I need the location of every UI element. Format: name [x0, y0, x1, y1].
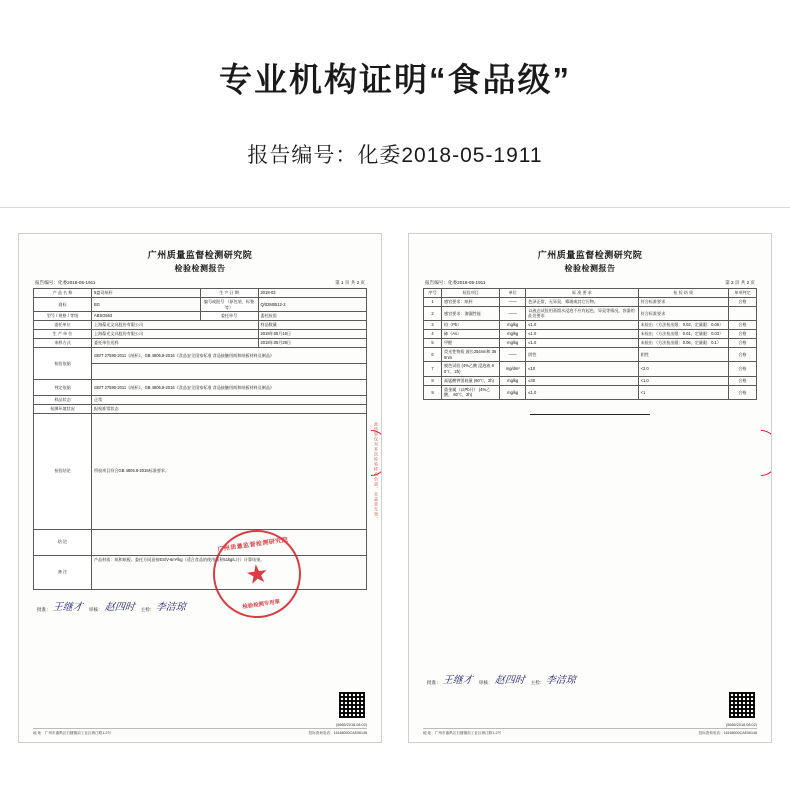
cert2-r6-verdict: 合格: [728, 362, 756, 376]
table-row: [424, 338, 757, 347]
table-header-row: [424, 289, 757, 298]
cert1-sig1-name: 赵四时: [103, 601, 135, 613]
cert1-page-info: 第 1 页 共 2 页: [335, 280, 365, 285]
cert1-footer: [33, 728, 367, 736]
cert1-side-note: 此结果仅对本次检验样品负责，未盖章无效。: [374, 422, 379, 522]
cert1-info-table: [33, 288, 367, 590]
cert2-r7-unit: mg/kg: [500, 376, 526, 385]
cert1-row2-label: 型号 / 规格 / 等级: [34, 312, 92, 321]
seal-bottom-text: 检验检测专用章: [242, 599, 281, 611]
cert1-footer-left: 地 址：广州市番禺区石楼镇前工业区海江路1-2号: [33, 731, 112, 735]
cert2-col-1: 检验项目: [442, 289, 500, 298]
table-row: [34, 395, 367, 404]
cert2-sig2-label: 主检：: [530, 680, 545, 685]
cert2-r2-no: 3: [424, 321, 442, 330]
cert1-judge-label: 判定依据: [34, 379, 92, 395]
cert2-sig0-name: 王继才: [442, 675, 474, 686]
cert2-r7-item: 高锰酸钾消耗量 (60℃，2h): [442, 376, 500, 385]
cert2-r0-unit: ——: [500, 297, 526, 306]
seal-star-icon: ★: [243, 557, 271, 591]
certificate-gallery: [0, 208, 790, 743]
table-row: [34, 347, 367, 363]
cert1-sample-state-label: 样品状态: [34, 395, 92, 404]
cert1-red-arc-mark: [371, 430, 382, 476]
cert1-organization: 广州质量监督检测研究院: [147, 250, 253, 260]
cert1-row0-value2: 2018-03: [258, 289, 367, 298]
cert1-signature-inspector: [141, 598, 187, 613]
table-row: [424, 385, 757, 399]
cert2-r5-no: 6: [424, 347, 442, 361]
cert2-r5-unit: ——: [500, 347, 526, 361]
cert2-r8-verdict: 合格: [728, 385, 756, 399]
cert2-r4-verdict: 合格: [728, 338, 756, 347]
page-header: [0, 0, 790, 169]
cert1-result-label: 检验结论: [34, 413, 92, 529]
cert2-r0-result: 符合标准要求: [638, 297, 728, 306]
cert2-r3-no: 4: [424, 330, 442, 339]
cert1-row1-label: 商标: [34, 297, 92, 311]
cert1-sample-state-value: 正常: [92, 395, 367, 404]
table-row: [34, 529, 367, 555]
cert1-env-value: 报检准常状态: [92, 404, 367, 413]
cert2-r4-req: ≤1.0: [526, 338, 638, 347]
cert2-organization: 广州质量监督检测研究院: [537, 250, 643, 260]
table-row: [34, 312, 367, 321]
cert1-heading: [33, 248, 367, 274]
cert2-footer-right: 投诉查询电话：16168000CAE06148: [698, 731, 757, 735]
cert1-standard-value: GB/T 27590-2011《纸杯》、GB 4806.8-2016《食品安全国家标准 食品接触用纸和纸板材料及制品》: [92, 347, 367, 363]
cert2-page-info: 第 2 页 共 2 页: [725, 280, 755, 285]
cert2-r4-no: 5: [424, 338, 442, 347]
cert2-qr-code-label: (5665/2018.08.02): [725, 723, 757, 727]
cert2-r3-req: ≤1.0: [526, 330, 638, 339]
table-row: [424, 297, 757, 306]
cert2-title: 检验检测报告: [564, 264, 616, 273]
cert1-row3-value: 上海葆光文具股份有限公司: [92, 321, 259, 330]
cert1-row5-value: 委托单位送样: [92, 338, 259, 347]
table-row: [424, 330, 757, 339]
cert2-r5-item: 荧光性物质 波长254nm和 365nm: [442, 347, 500, 361]
cert2-r1-req: 以液态试验用蒸馏水浸泡不应有起色、异臭等情况，容器的此处要求: [526, 306, 638, 320]
cert1-title: 检验检测报告: [174, 264, 226, 273]
cert2-signature-approve: [427, 671, 473, 686]
table-row: [34, 338, 367, 347]
cert2-r0-verdict: 合格: [728, 297, 756, 306]
cert1-footer-right: 投诉查询电话：16168000CAE06148: [308, 731, 367, 735]
cert2-sig2-name: 李洁琼: [545, 675, 577, 686]
cert1-row0-label: 产 品 名 称: [34, 289, 92, 298]
cert2-r0-item: 感官要求：纸杯: [442, 297, 500, 306]
table-row: [34, 404, 367, 413]
cert2-r1-result: 符合标准要求: [638, 306, 728, 320]
table-row: [424, 362, 757, 376]
cert1-row2-value2: 委托检验: [258, 312, 367, 321]
cert1-row3-label: 委托单位: [34, 321, 92, 330]
table-row: [424, 321, 757, 330]
table-row: [34, 289, 367, 298]
cert2-r8-unit: mg/kg: [500, 385, 526, 399]
cert2-r8-item: 重金属（以Pb计） (4%乙酸， 60℃，2h): [442, 385, 500, 399]
qr-code-icon: [339, 692, 365, 718]
cert2-r6-req: ≤10: [526, 362, 638, 376]
cert1-result-value: 所检项目符合GB 4806.8-2016标准要求。: [92, 413, 367, 529]
cert2-r6-result: <2.0: [638, 362, 728, 376]
cert1-sig2-name: 李洁琼: [155, 601, 187, 613]
cert2-r8-req: ≤1.0: [526, 385, 638, 399]
cert2-r3-verdict: 合格: [728, 330, 756, 339]
cert2-col-0: 序号: [424, 289, 442, 298]
cert1-standard-label: 检验依据: [34, 347, 92, 379]
cert2-report-no: 报告编号：化委2018-05-1911: [425, 280, 486, 285]
cert2-r1-item: 感官要求：渗漏性能: [442, 306, 500, 320]
cert2-r4-item: 甲醛: [442, 338, 500, 347]
cert1-row5-value2: 2018年05月28日: [258, 338, 367, 347]
cert2-sig0-label: 批准：: [427, 680, 441, 685]
cert2-sig1-label: 审核：: [478, 680, 493, 685]
cert1-signature-row: [33, 598, 367, 613]
cert2-sig1-name: 赵四时: [493, 675, 525, 686]
cert2-r2-req: ≤1.0: [526, 321, 638, 330]
cert2-r1-no: 2: [424, 306, 442, 320]
cert2-col-3: 标 准 要 求: [526, 289, 638, 298]
cert1-row1-value: BG: [92, 297, 201, 311]
cert2-r4-unit: mg/kg: [500, 338, 526, 347]
cert1-standard-value-b: [92, 363, 367, 379]
table-row: [424, 376, 757, 385]
cert2-r3-item: 砷（As）: [442, 330, 500, 339]
cert2-red-arc-mark: [761, 430, 772, 476]
cert1-sig0-label: 批准：: [37, 606, 51, 612]
cert1-row2-label2: 委托单号: [200, 312, 258, 321]
cert1-row5-label: 来样方式: [34, 338, 92, 347]
cert2-footer-left: 地 址：广州市番禺区石楼镇前工业区海江路1-2号: [423, 731, 502, 735]
cert2-r0-no: 1: [424, 297, 442, 306]
cert2-r7-req: ≤40: [526, 376, 638, 385]
cert1-result-label2: 结 论: [34, 529, 92, 555]
cert2-r5-result: 阴性: [638, 347, 728, 361]
table-row: [424, 347, 757, 361]
cert1-sig2-label: 主检：: [140, 606, 155, 612]
table-row: [34, 555, 367, 589]
cert2-r1-verdict: [728, 306, 756, 320]
cert2-r8-no: 9: [424, 385, 442, 399]
report-number-label: 报告编号：化委2018-05-1911: [247, 144, 543, 167]
cert2-r3-unit: mg/kg: [500, 330, 526, 339]
cert2-subheader: [423, 280, 757, 288]
cert2-r7-no: 8: [424, 376, 442, 385]
cert2-footer: [423, 728, 757, 736]
cert1-judge-value: GB/T 27590-2011《纸杯》、GB 4806.8-2016《食品安全国家标准 食品接触用纸和纸板材料及制品》: [92, 379, 367, 395]
cert2-r7-verdict: 合格: [728, 376, 756, 385]
cert2-r7-result: <1.0: [638, 376, 728, 385]
cert1-sig0-name: 王继才: [52, 601, 84, 613]
table-row: [34, 321, 367, 330]
cert1-row4-label: 生 产 单 位: [34, 330, 92, 339]
table-row: [34, 297, 367, 311]
cert1-row4-value2: 2018年05月16日: [258, 330, 367, 339]
cert1-sig1-label: 审核：: [88, 606, 103, 612]
cert2-col-2: 单位: [500, 289, 526, 298]
cert2-r6-unit: mg/dm²: [500, 362, 526, 376]
cert2-signature-row: [423, 671, 576, 686]
cert2-r1-unit: ——: [500, 306, 526, 320]
cert2-col-4: 检 验 结 果: [638, 289, 728, 298]
cert2-r5-verdict: 合格: [728, 347, 756, 361]
cert2-r4-result: 未检出 （方法检出限：0.06，定量限：0.1）: [638, 338, 728, 347]
cert1-signature-review: [89, 598, 135, 613]
table-row: [424, 306, 757, 320]
cert2-signature-review: [479, 671, 525, 686]
cert1-qr-code-label: (5665/2018.08.02): [335, 723, 367, 727]
cert1-report-no: 报告编号：化委2018-05-1911: [35, 280, 96, 285]
cert1-row0-value: 9盎司纸杯: [92, 289, 201, 298]
cert1-subheader: [33, 280, 367, 288]
cert2-r2-result: 未检出 （方法检出限：0.02，定量限：0.06）: [638, 321, 728, 330]
cert1-row1-value2: Q/02M0512-2: [258, 297, 367, 311]
cert2-heading: [423, 248, 757, 274]
cert2-r2-verdict: 合格: [728, 321, 756, 330]
cert2-r0-req: 色泽正常，无异臭、霉斑或其它污物。: [526, 297, 638, 306]
cert1-row1-label2: 编号或批号 （原包装、标签等）: [200, 297, 258, 311]
certificate-page-2[interactable]: [408, 233, 772, 743]
cert1-remark-value: 产品材质：纸和纸板。委托方同意按ES/V-6m²/kg（适合食品的使用面积51kg/L计）计算结果。: [92, 555, 367, 589]
table-row: [34, 379, 367, 395]
cert2-col-5: 单项判定: [728, 289, 756, 298]
cert1-row0-label2: 生 产 日 期: [200, 289, 258, 298]
table-row: [34, 330, 367, 339]
cert1-remark-label: 备 注: [34, 555, 92, 589]
cert2-r2-item: 铅（Pb）: [442, 321, 500, 330]
table-row: [34, 413, 367, 529]
cert1-row4-value: 上海葆光文具股份有限公司: [92, 330, 259, 339]
cert1-env-label: 检测环境状况: [34, 404, 92, 413]
cert2-signature-inspector: [531, 671, 577, 686]
qr-code-icon: [729, 692, 755, 718]
cert2-end-mark: [530, 414, 650, 415]
cert2-r6-item: 脱色试验 (4%乙酸 浸泡液 60℃，2h): [442, 362, 500, 376]
cert2-r6-no: 7: [424, 362, 442, 376]
seal-top-text: 广州质量监督检测研究院: [217, 537, 289, 554]
cert1-row2-value: ABSG563: [92, 312, 201, 321]
certificate-page-1[interactable]: [18, 233, 382, 743]
page-title: 专业机构证明“食品级”: [219, 61, 571, 98]
cert2-r5-req: 阴性: [526, 347, 638, 361]
cert2-r2-unit: mg/kg: [500, 321, 526, 330]
cert2-results-table: [423, 288, 757, 400]
cert2-r8-result: <1: [638, 385, 728, 399]
cert1-signature-approve: [37, 598, 83, 613]
cert1-row3-value2: 样品数量: [258, 321, 367, 330]
cert2-r3-result: 未检出 （方法检出限：0.01，定量限：0.03）: [638, 330, 728, 339]
